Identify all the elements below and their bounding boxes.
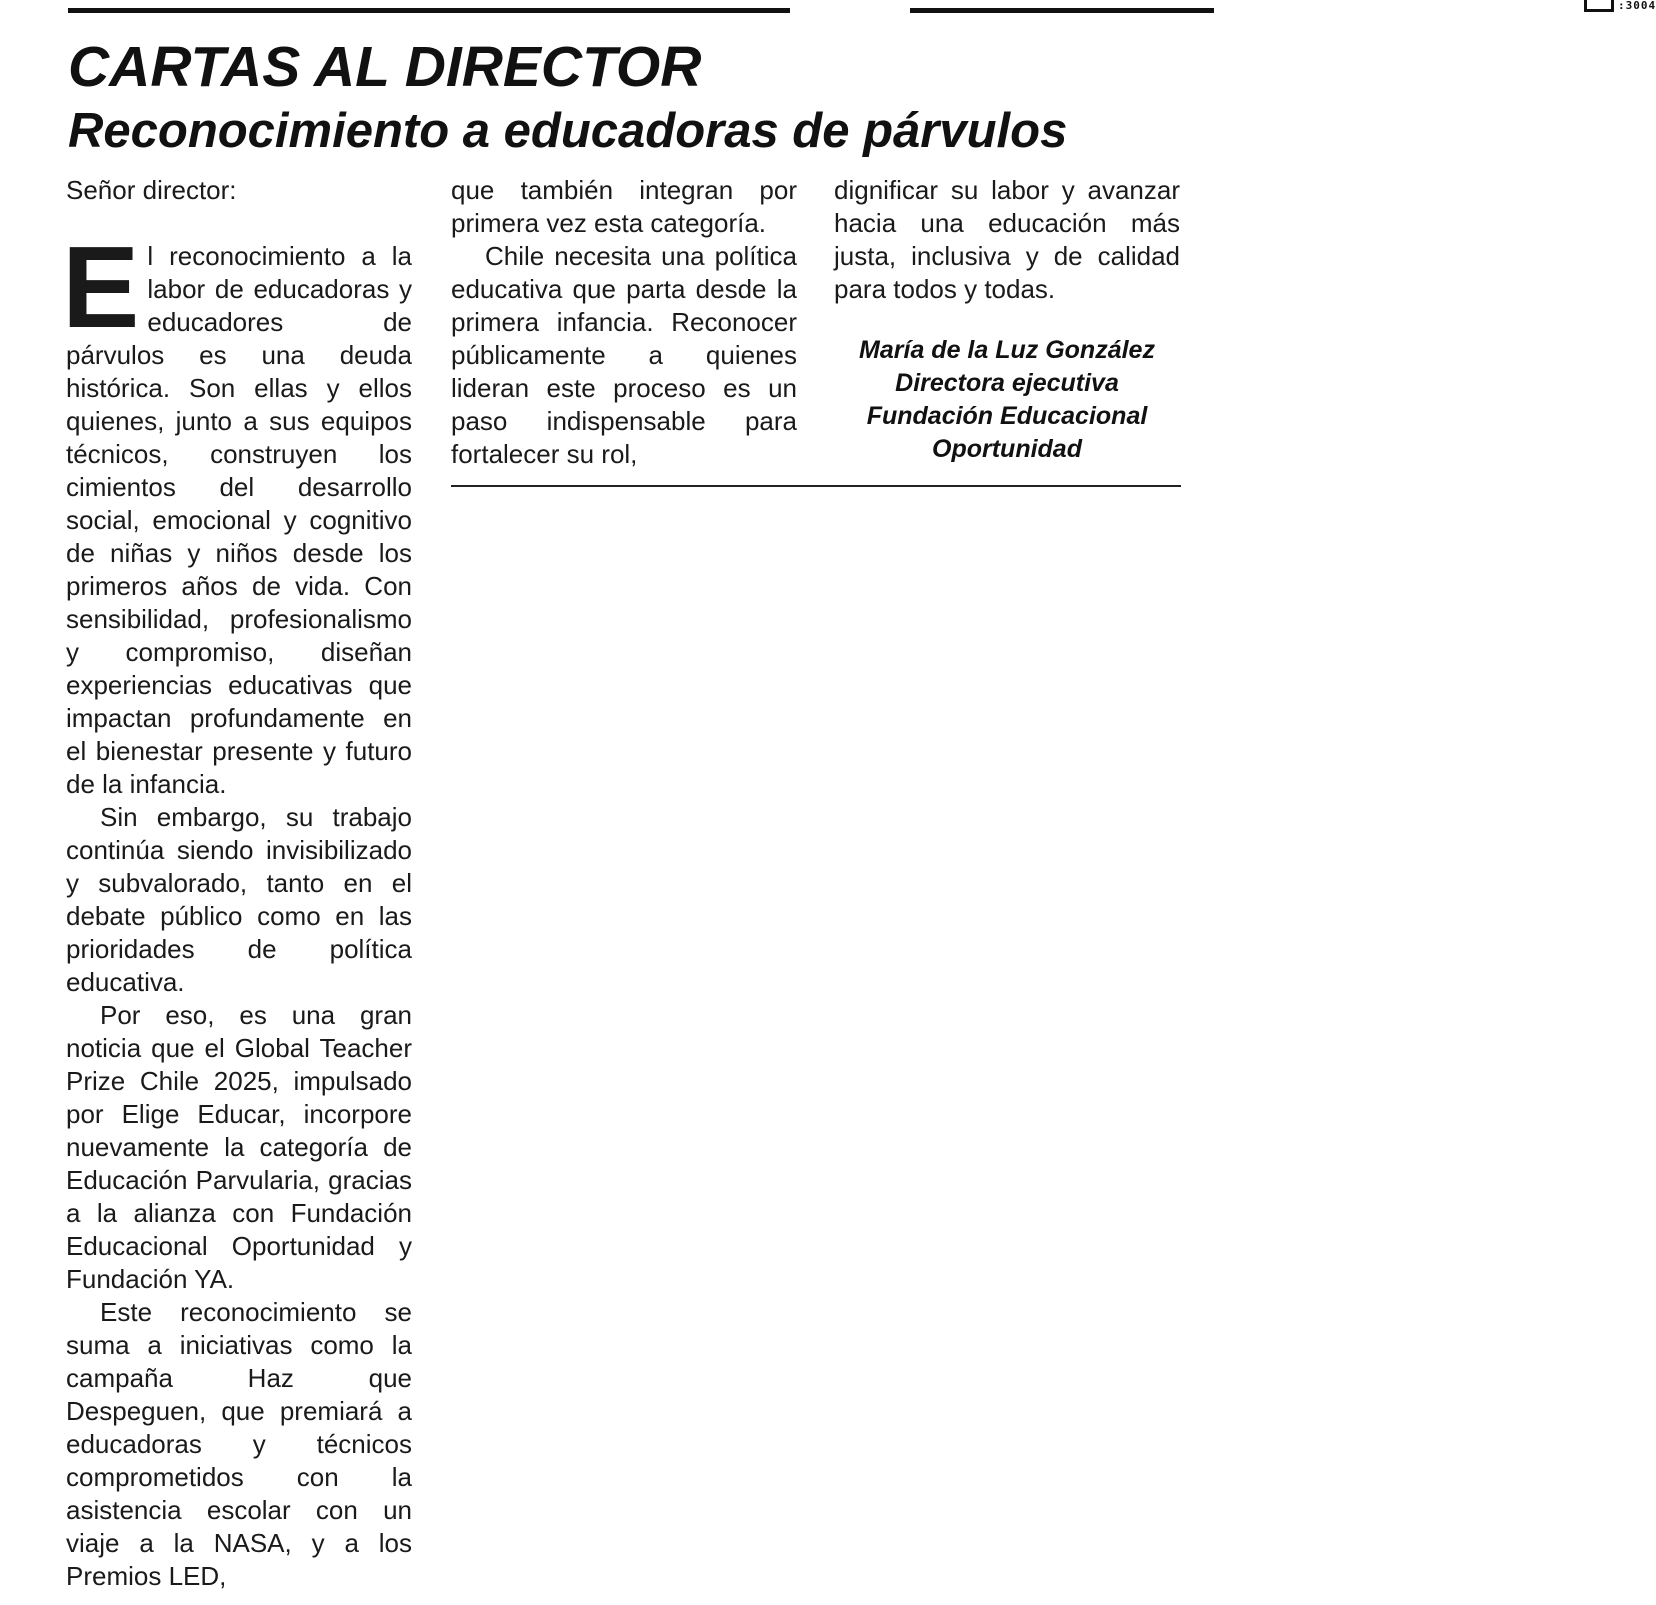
paragraph-1-text: l reconocimiento a la labor de educadoras y educadores de párvulos es una deuda histórica. Son ellas y ellos quienes, junto a sus equipos técnicos, construyen los cimientos del desarrollo social, emocional y cognitivo de niñas y niños desde los primeros años de vida. Con sensibilidad, profesionalismo y compromiso, diseñan experiencias educativas que impactan profundamente en el bienestar presente y futuro de la infancia. — [66, 241, 412, 799]
column-1 — [62, 174, 412, 1593]
signature-name: María de la Luz González — [859, 336, 1155, 364]
signature-role: Directora ejecutiva — [895, 369, 1119, 397]
paragraph-5-continued: dignificar su labor y avanzar hacia una educación más justa, inclusiva y de calidad para todos y todas. — [834, 175, 1180, 304]
section-title: CARTAS AL DIRECTOR — [68, 35, 702, 99]
paragraph-2: Sin embargo, su trabajo continúa siendo invisibilizado y subvalorado, tanto en el debate público como en las prioridades de política educativa. — [66, 802, 412, 997]
column-divider-rule — [451, 485, 1181, 487]
top-rule — [68, 8, 1214, 13]
square-mark-icon — [1584, 0, 1614, 12]
signature-block — [834, 334, 1180, 466]
headline: Reconocimiento a educadoras de párvulos — [68, 104, 1068, 158]
column-2 — [451, 174, 797, 471]
salutation: Señor director: — [66, 175, 237, 205]
paragraph-4-continued: que también integran por primera vez esta categoría. — [451, 175, 797, 238]
top-mark — [790, 0, 1656, 16]
paragraph-3: Por eso, es una gran noticia que el Global Teacher Prize Chile 2025, impulsado por Elige Educar, incorpore nuevamente la categoría de Educación Parvularia, gracias a la alianza con Fundación Educacional Oportunidad y Fundación YA. — [66, 1000, 412, 1294]
top-mark-text: :3004 — [1618, 0, 1656, 12]
paragraph-1 — [62, 222, 412, 801]
signature-org-line-1: Fundación Educacional — [866, 402, 1148, 430]
paragraph-5: Chile necesita una política educativa que parta desde la primera infancia. Reconocer públicamente a quienes lideran este proceso es un paso indispensable para fortalecer su rol, — [451, 241, 797, 469]
signature-org-line-2: Oportunidad — [932, 435, 1082, 463]
dropcap: E — [62, 222, 140, 352]
column-3 — [834, 174, 1180, 466]
paragraph-4: Este reconocimiento se suma a iniciativas como la campaña Haz que Despeguen, que premiará a educadoras y técnicos comprometidos con la asistencia escolar con un viaje a la NASA, y a los Premios LED, — [66, 1297, 412, 1591]
